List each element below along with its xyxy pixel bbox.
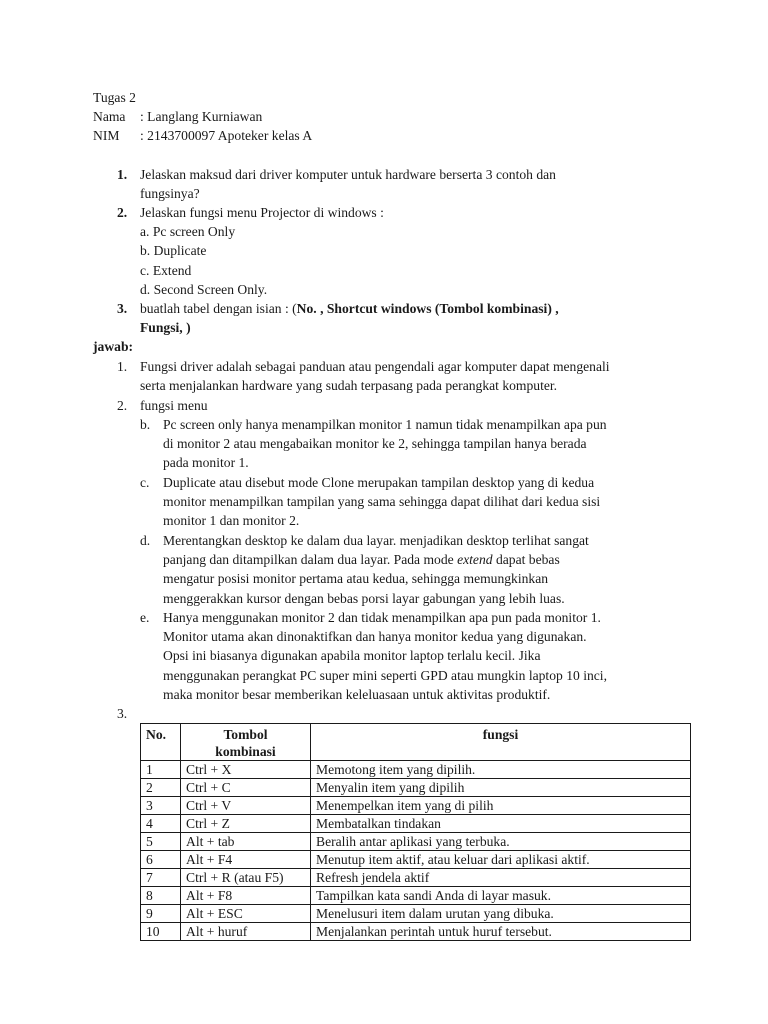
cell-no: 7 (141, 869, 181, 887)
header-no: No. (141, 724, 181, 761)
cell-fungsi: Menempelkan item yang di pilih (311, 797, 691, 815)
table-row (141, 869, 691, 887)
cell-shortcut: Alt + ESC (181, 905, 311, 923)
nama-label: Nama (93, 109, 126, 124)
answer-line: Merentangkan desktop ke dalam dua layar. menjadikan desktop terlihat sangat (163, 533, 589, 548)
answer-line: Duplicate atau disebut mode Clone merupakan tampilan desktop yang di kedua (163, 475, 595, 490)
sub-b-letter: b. (140, 417, 151, 432)
answer-line: menggerakkan kursor dengan bebas porsi layar gabungan yang lebih luas. (163, 590, 565, 606)
question-line (140, 299, 559, 318)
answer-1 (140, 357, 610, 395)
answer-line: monitor menampilkan tampilan yang sama sehingga dapat dilihat dari kedua sisi (163, 494, 601, 510)
cell-shortcut: Alt + huruf (181, 923, 311, 941)
question-3 (140, 299, 559, 337)
answer-text: dapat bebas (492, 552, 560, 568)
question-3-number: 3. (117, 301, 128, 316)
sub-d (163, 531, 589, 608)
option-c: c. Extend (140, 262, 192, 278)
cell-shortcut: Ctrl + Z (181, 815, 311, 833)
question-1-number: 1. (117, 167, 128, 182)
header-tombol-kombinasi: Tombol kombinasi (181, 724, 311, 761)
answer-line: serta menjalankan hardware yang sudah terpasang pada perangkat komputer. (140, 378, 558, 394)
answer-line: monitor 1 dan monitor 2. (163, 513, 300, 529)
table-row (141, 923, 691, 941)
cell-shortcut: Alt + F4 (181, 851, 311, 869)
table-row (141, 887, 691, 905)
cell-shortcut: Ctrl + V (181, 797, 311, 815)
cell-no: 10 (141, 923, 181, 941)
question-line: Jelaskan maksud dari driver komputer untuk hardware berserta 3 contoh dan (140, 167, 556, 182)
table-row (141, 761, 691, 779)
cell-fungsi: Tampilkan kata sandi Anda di layar masuk. (311, 887, 691, 905)
cell-shortcut: Ctrl + X (181, 761, 311, 779)
answer-line: Pc screen only hanya menampilkan monitor 1 namun tidak menampilkan apa pun (163, 417, 607, 432)
header-fungsi: fungsi (311, 724, 691, 761)
cell-shortcut: Alt + F8 (181, 887, 311, 905)
nim-value: : 2143700097 Apoteker kelas A (140, 128, 313, 143)
document-title: Tugas 2 (93, 90, 136, 105)
answer-text: panjang dan ditampilkan dalam dua layar. Pada mode (163, 552, 458, 568)
cell-shortcut: Ctrl + R (atau F5) (181, 869, 311, 887)
cell-no: 5 (141, 833, 181, 851)
cell-fungsi: Beralih antar aplikasi yang terbuka. (311, 833, 691, 851)
cell-fungsi: Menelusuri item dalam urutan yang dibuka. (311, 905, 691, 923)
question-line: fungsinya? (140, 186, 200, 202)
sub-e (163, 608, 607, 704)
cell-no: 3 (141, 797, 181, 815)
sub-c-letter: c. (140, 475, 150, 490)
table-row (141, 905, 691, 923)
cell-shortcut: Ctrl + C (181, 779, 311, 797)
answer-line: maka monitor besar memberikan keleluasaan untuk aktivitas produktif. (163, 686, 551, 702)
answer-line: Fungsi driver adalah sebagai panduan atau pengendali agar komputer dapat mengenali (140, 359, 610, 374)
sub-b (163, 415, 607, 473)
cell-no: 9 (141, 905, 181, 923)
cell-fungsi: Memotong item yang dipilih. (311, 761, 691, 779)
cell-no: 4 (141, 815, 181, 833)
sub-d-letter: d. (140, 533, 151, 548)
question-3-plain: buatlah tabel dengan isian : ( (140, 301, 297, 316)
option-d: d. Second Screen Only. (140, 281, 268, 297)
answer-line (163, 550, 589, 569)
question-line: Fungsi, ) (140, 320, 191, 336)
answer-line: pada monitor 1. (163, 455, 249, 471)
nim-label: NIM (93, 128, 120, 143)
answer-2-number: 2. (117, 398, 128, 413)
table-row (141, 797, 691, 815)
table-header-row (141, 724, 691, 761)
sub-e-letter: e. (140, 610, 150, 625)
nama-value: : Langlang Kurniawan (140, 109, 263, 124)
question-line: Jelaskan fungsi menu Projector di windows : (140, 205, 384, 220)
cell-no: 8 (141, 887, 181, 905)
cell-no: 6 (141, 851, 181, 869)
question-2-number: 2. (117, 205, 128, 220)
cell-no: 2 (141, 779, 181, 797)
cell-no: 1 (141, 761, 181, 779)
question-3-bold: No. , Shortcut windows (Tombol kombinasi) , (296, 301, 559, 316)
option-b: b. Duplicate (140, 243, 207, 259)
option-a: a. Pc screen Only (140, 224, 236, 240)
cell-fungsi: Refresh jendela aktif (311, 869, 691, 887)
jawab-label: jawab: (93, 339, 134, 354)
answer-1-number: 1. (117, 359, 128, 374)
table-row (141, 815, 691, 833)
cell-fungsi: Menjalankan perintah untuk huruf tersebut. (311, 923, 691, 941)
answer-3-number: 3. (117, 706, 128, 721)
shortcut-table (140, 723, 691, 941)
table-row (141, 833, 691, 851)
table-row (141, 851, 691, 869)
answer-line: Monitor utama akan dinonaktifkan dan hanya monitor kedua yang digunakan. (163, 629, 587, 645)
answer-2-title: fungsi menu (140, 398, 208, 413)
answer-line: menggunakan perangkat PC super mini seperti GPD atau mungkin laptop 10 inci, (163, 667, 607, 683)
question-2 (140, 203, 384, 299)
question-1 (140, 165, 556, 203)
cell-shortcut: Alt + tab (181, 833, 311, 851)
cell-fungsi: Menutup item aktif, atau keluar dari aplikasi aktif. (311, 851, 691, 869)
answer-emphasis: extend (457, 552, 493, 568)
answer-line: Opsi ini biasanya digunakan apabila monitor laptop terlalu kecil. Jika (163, 648, 541, 664)
answer-line: Hanya menggunakan monitor 2 dan tidak menampilkan apa pun pada monitor 1. (163, 610, 601, 625)
answer-line: mengatur posisi monitor pertama atau kedua, sehingga memungkinkan (163, 571, 549, 587)
sub-c (163, 473, 600, 531)
cell-fungsi: Membatalkan tindakan (311, 815, 691, 833)
table-row (141, 779, 691, 797)
cell-fungsi: Menyalin item yang dipilih (311, 779, 691, 797)
answer-line: di monitor 2 atau mengabaikan monitor ke 2, sehingga tampilan hanya berada (163, 436, 587, 452)
